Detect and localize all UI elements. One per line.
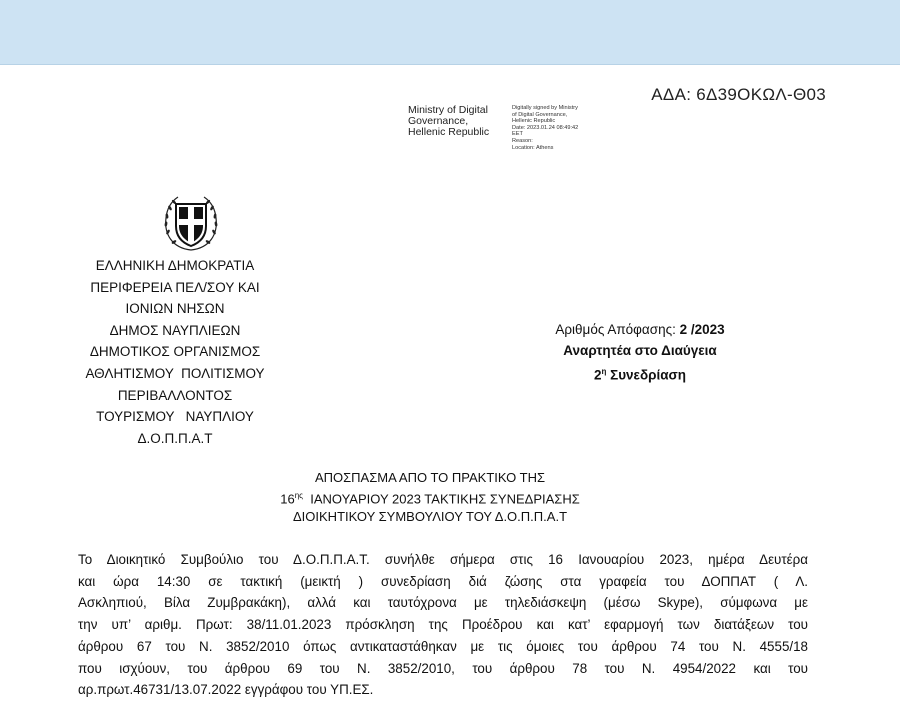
body-line: που ισχύουν, του άρθρου 69 του Ν. 3852/2010, του άρθρου 78 του Ν. 4954/2022 και του <box>78 660 808 676</box>
excerpt-day-suffix: ης <box>294 491 304 500</box>
excerpt-line <box>200 487 660 508</box>
excerpt-date-rest: ΙΑΝΟΥΑΡΙΟΥ 2023 ΤΑΚΤΙΚΗΣ ΣΥΝΕΔΡΙΑΣΗΣ <box>303 491 580 507</box>
issuer-line: ΕΛΛΗΝΙΚΗ ΔΗΜΟΚΡΑΤΙΑ <box>95 258 255 273</box>
signature-line: Digitally signed by Ministry <box>512 105 578 111</box>
issuer-line: ΙΟΝΙΩΝ ΝΗΣΩΝ <box>125 301 225 317</box>
issuer-line: ΤΟΥΡΙΣΜΟΥ ΝΑΥΠΛΙΟΥ <box>96 409 254 425</box>
signature-line: Date: 2023.01.24 08:49:42 <box>512 124 579 131</box>
signer-line: Ministry of Digital <box>408 104 488 116</box>
greek-coat-of-arms-icon <box>160 192 222 254</box>
decision-info <box>520 319 760 386</box>
signature-line: Location: Athens <box>512 144 554 151</box>
issuer-line: Δ.Ο.Π.Π.Α.Τ <box>137 430 213 446</box>
document-page <box>0 65 900 715</box>
signature-line: of Digital Governance, <box>512 111 568 118</box>
issuer-line: ΑΘΛΗΤΙΣΜΟΥ ΠΟΛΙΤΙΣΜΟΥ <box>85 365 265 381</box>
body-paragraph <box>78 549 808 701</box>
signer-line: Governance, <box>408 115 469 127</box>
digital-signer <box>408 105 489 138</box>
posted-notice: Αναρτητέα στο Διαύγεια <box>563 343 717 358</box>
issuer-line: ΠΕΡΙΒΑΛΛΟΝΤΟΣ <box>117 387 233 403</box>
session-word: Συνεδρίαση <box>606 367 687 383</box>
issuer-line: ΔΗΜΟΣ ΝΑΥΠΛΙΕΩΝ <box>109 322 241 338</box>
body-line: Ασκληπιού, Βίλα Ζυμβρακάκη), αλλά και ταυτόχρονα με τηλεδιάσκεψη (μέσω Skype), σύμφωνα με <box>78 595 808 611</box>
body-line: και ώρα 14:30 σε τακτική (μεικτή ) συνεδρίαση διά ζώσης στα γραφεία του ΔΟΠΠΑΤ ( Λ. <box>78 573 808 589</box>
signature-line: EET <box>512 131 523 138</box>
signature-line: Reason: <box>512 137 533 144</box>
issuer-line: ΠΕΡΙΦΕΡΕΙΑ ΠΕΛ/ΣΟΥ ΚΑΙ <box>90 279 260 295</box>
body-line: άρθρου 67 του Ν. 3852/2010 όπως αντικαταστάθηκαν με τις όμοιες του άρθρου 74 του Ν. 4555/18 <box>78 638 808 654</box>
issuer-block <box>60 255 290 449</box>
body-line: Το Διοικητικό Συμβούλιο του Δ.Ο.Π.Π.Α.Τ. συνήλθε σήμερα στις 16 Ιανουαρίου 2023, ημέρα Δευτέρα <box>78 552 808 567</box>
signer-line: Hellenic Republic <box>408 126 490 138</box>
decision-number <box>520 319 760 340</box>
decision-number-value: 2 /2023 <box>679 322 725 337</box>
excerpt-line: ΔΙΟΙΚΗΤΙΚΟΥ ΣΥΜΒΟΥΛΙΟΥ ΤΟΥ Δ.Ο.Π.Π.Α.Τ <box>292 509 568 525</box>
body-line: την υπ’ αριθμ. Πρωτ: 38/11.01.2023 πρόσκληση της Προέδρου και κατ’ εφαρμογή των διατάξεων του <box>78 617 808 633</box>
signature-line: Hellenic Republic <box>512 118 556 125</box>
body-line: αρ.πρωτ.46731/13.07.2022 εγγράφου του ΥΠ.ΕΣ. <box>78 682 374 698</box>
excerpt-line: ΑΠΟΣΠΑΣΜΑ ΑΠΟ ΤΟ ΠΡΑΚΤΙΚΟ ΤΗΣ <box>314 470 546 485</box>
ada-code: ΑΔΑ: 6Δ39ΟΚΩΛ-Θ03 <box>651 85 826 104</box>
decision-number-label: Αριθμός Απόφασης: <box>555 322 680 337</box>
session-suffix: η <box>601 367 607 376</box>
signature-details <box>512 105 578 151</box>
session-label <box>520 361 760 386</box>
session-number: 2 <box>593 367 602 383</box>
viewer-toolbar <box>0 0 900 65</box>
excerpt-heading <box>200 469 660 526</box>
issuer-line: ΔΗΜΟΤΙΚΟΣ ΟΡΓΑΝΙΣΜΟΣ <box>89 344 261 360</box>
excerpt-day: 16 <box>280 491 295 507</box>
